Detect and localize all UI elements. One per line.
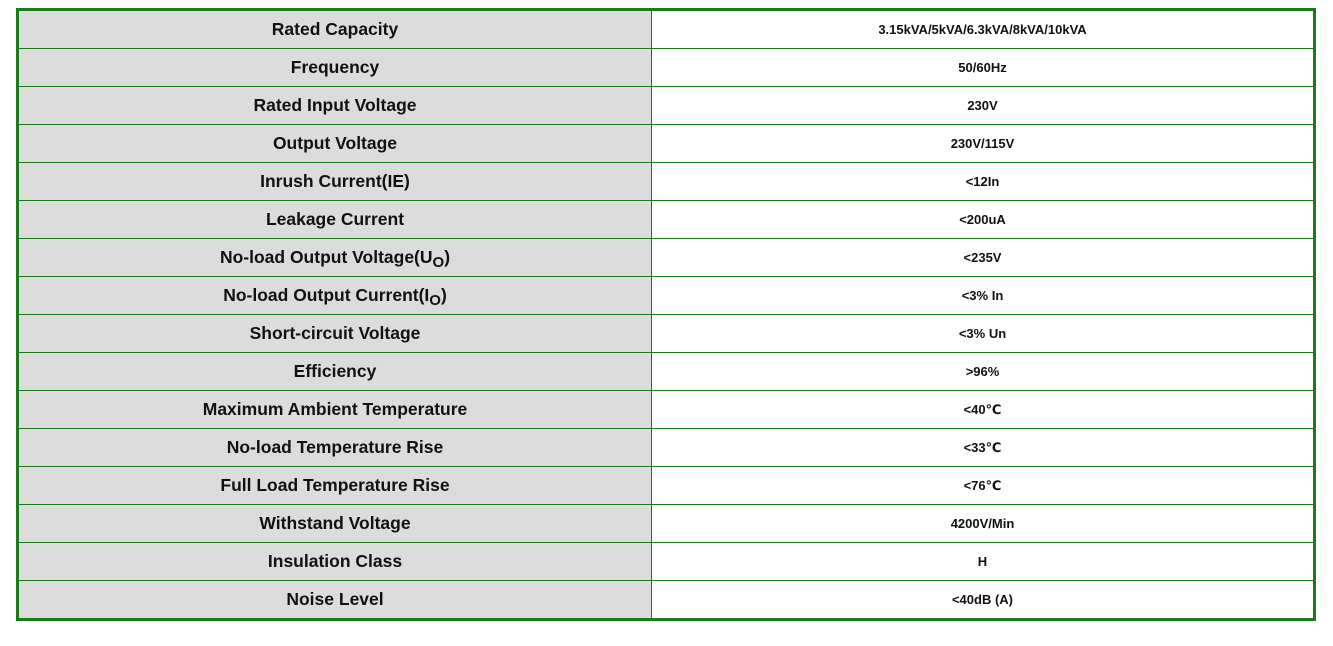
table-row <box>18 87 1315 125</box>
value-no-load-output-current: <3% In <box>652 277 1315 315</box>
table-row <box>18 353 1315 391</box>
table-row <box>18 543 1315 581</box>
param-frequency: Frequency <box>18 49 652 87</box>
value-rated-capacity: 3.15kVA/5kVA/6.3kVA/8kVA/10kVA <box>652 10 1315 49</box>
param-output-voltage: Output Voltage <box>18 125 652 163</box>
table-row <box>18 581 1315 620</box>
value-no-load-temperature-rise: <33℃ <box>652 429 1315 467</box>
value-frequency: 50/60Hz <box>652 49 1315 87</box>
value-leakage-current: <200uA <box>652 201 1315 239</box>
param-maximum-ambient-temperature: Maximum Ambient Temperature <box>18 391 652 429</box>
param-no-load-output-voltage <box>18 239 652 277</box>
param-withstand-voltage: Withstand Voltage <box>18 505 652 543</box>
value-full-load-temperature-rise: <76℃ <box>652 467 1315 505</box>
param-suffix: ) <box>444 247 451 267</box>
table-row <box>18 125 1315 163</box>
spec-table <box>16 8 1316 621</box>
param-rated-input-voltage: Rated Input Voltage <box>18 87 652 125</box>
table-row <box>18 429 1315 467</box>
table-row <box>18 315 1315 353</box>
table-row <box>18 163 1315 201</box>
param-insulation-class: Insulation Class <box>18 543 652 581</box>
param-full-load-temperature-rise: Full Load Temperature Rise <box>18 467 652 505</box>
value-efficiency: >96% <box>652 353 1315 391</box>
param-no-load-output-current <box>18 277 652 315</box>
table-row <box>18 10 1315 49</box>
table-row <box>18 201 1315 239</box>
value-short-circuit-voltage: <3% Un <box>652 315 1315 353</box>
value-output-voltage: 230V/115V <box>652 125 1315 163</box>
table-row <box>18 467 1315 505</box>
param-no-load-temperature-rise: No-load Temperature Rise <box>18 429 652 467</box>
param-text: No-load Output Current(I <box>223 285 430 305</box>
value-noise-level: <40dB (A) <box>652 581 1315 620</box>
param-noise-level: Noise Level <box>18 581 652 620</box>
param-text: No-load Output Voltage(U <box>219 247 433 267</box>
value-inrush-current: <12In <box>652 163 1315 201</box>
param-rated-capacity: Rated Capacity <box>18 10 652 49</box>
param-inrush-current: Inrush Current(IE) <box>18 163 652 201</box>
param-short-circuit-voltage: Short-circuit Voltage <box>18 315 652 353</box>
value-rated-input-voltage: 230V <box>652 87 1315 125</box>
param-subscript: O <box>432 254 445 271</box>
table-row <box>18 391 1315 429</box>
param-suffix: ) <box>440 285 447 305</box>
param-subscript: O <box>429 292 441 309</box>
value-insulation-class: H <box>652 543 1315 581</box>
table-row <box>18 277 1315 315</box>
value-no-load-output-voltage: <235V <box>652 239 1315 277</box>
table-row <box>18 49 1315 87</box>
value-withstand-voltage: 4200V/Min <box>652 505 1315 543</box>
param-leakage-current: Leakage Current <box>18 201 652 239</box>
param-efficiency: Efficiency <box>18 353 652 391</box>
table-row <box>18 505 1315 543</box>
table-row <box>18 239 1315 277</box>
value-maximum-ambient-temperature: <40℃ <box>652 391 1315 429</box>
